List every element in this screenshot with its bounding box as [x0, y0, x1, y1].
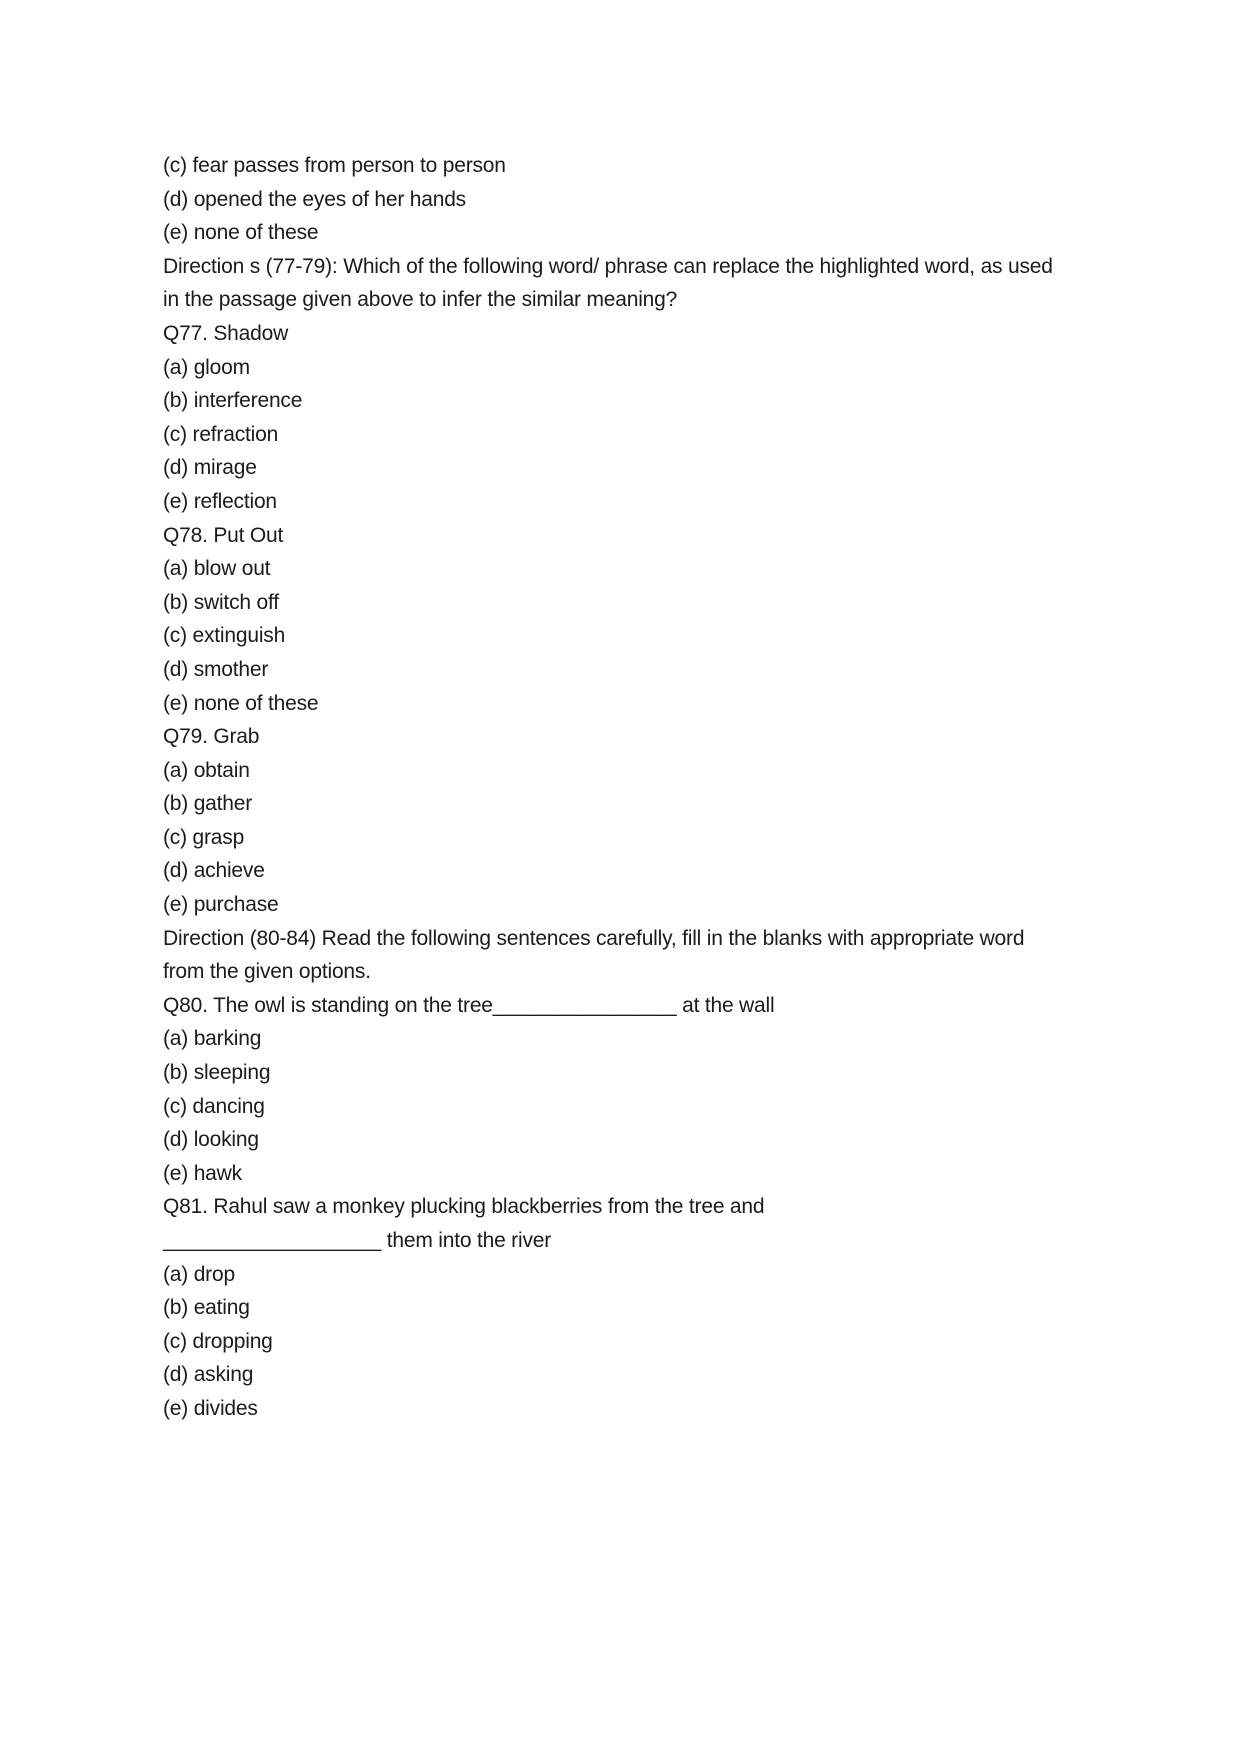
directions-77-79-line-2: in the passage given above to infer the similar meaning?	[163, 288, 678, 312]
q79-option-e: (e) purchase	[163, 893, 279, 917]
q81-option-d: (d) asking	[163, 1363, 254, 1387]
question-79: Q79. Grab	[163, 725, 260, 749]
q76-option-e: (e) none of these	[163, 221, 319, 245]
directions-80-84-line-2: from the given options.	[163, 960, 371, 984]
q81-option-b: (b) eating	[163, 1296, 250, 1320]
q80-option-c: (c) dancing	[163, 1094, 265, 1118]
q80-option-b: (b) sleeping	[163, 1061, 271, 1085]
q80-option-e: (e) hawk	[163, 1161, 242, 1185]
question-80: Q80. The owl is standing on the tree________________ at the wall	[163, 993, 775, 1017]
q81-option-c: (c) dropping	[163, 1329, 273, 1353]
q77-option-d: (d) mirage	[163, 456, 257, 480]
directions-77-79-line-1: Direction s (77-79): Which of the following word/ phrase can replace the highlighted word, as used	[163, 254, 1053, 278]
q76-option-c: (c) fear passes from person to person	[163, 154, 506, 177]
q81-option-a: (a) drop	[163, 1262, 235, 1286]
q77-option-a: (a) gloom	[163, 355, 250, 379]
question-81-line-1: Q81. Rahul saw a monkey plucking blackberries from the tree and	[163, 1195, 765, 1219]
question-77: Q77. Shadow	[163, 321, 289, 345]
q77-option-b: (b) interference	[163, 389, 303, 413]
q78-option-c: (c) extinguish	[163, 624, 286, 648]
q77-option-c: (c) refraction	[163, 422, 279, 446]
question-78: Q78. Put Out	[163, 523, 284, 547]
question-81-line-2: ___________________ them into the river	[163, 1229, 552, 1252]
q78-option-a: (a) blow out	[163, 557, 271, 581]
q77-option-e: (e) reflection	[163, 489, 277, 513]
q76-option-d: (d) opened the eyes of her hands	[163, 187, 466, 211]
question-text-block	[163, 149, 1183, 1426]
q78-option-e: (e) none of these	[163, 691, 319, 715]
q79-option-c: (c) grasp	[163, 825, 245, 849]
q78-option-d: (d) smother	[163, 657, 269, 681]
q79-option-d: (d) achieve	[163, 859, 265, 883]
q79-option-b: (b) gather	[163, 792, 253, 816]
q80-option-a: (a) barking	[163, 1027, 262, 1051]
q80-option-d: (d) looking	[163, 1128, 259, 1152]
q79-option-a: (a) obtain	[163, 758, 250, 782]
q78-option-b: (b) switch off	[163, 590, 279, 614]
q81-option-e: (e) divides	[163, 1396, 258, 1420]
directions-80-84-line-1: Direction (80-84) Read the following sentences carefully, fill in the blanks with appropriate word	[163, 926, 1025, 950]
